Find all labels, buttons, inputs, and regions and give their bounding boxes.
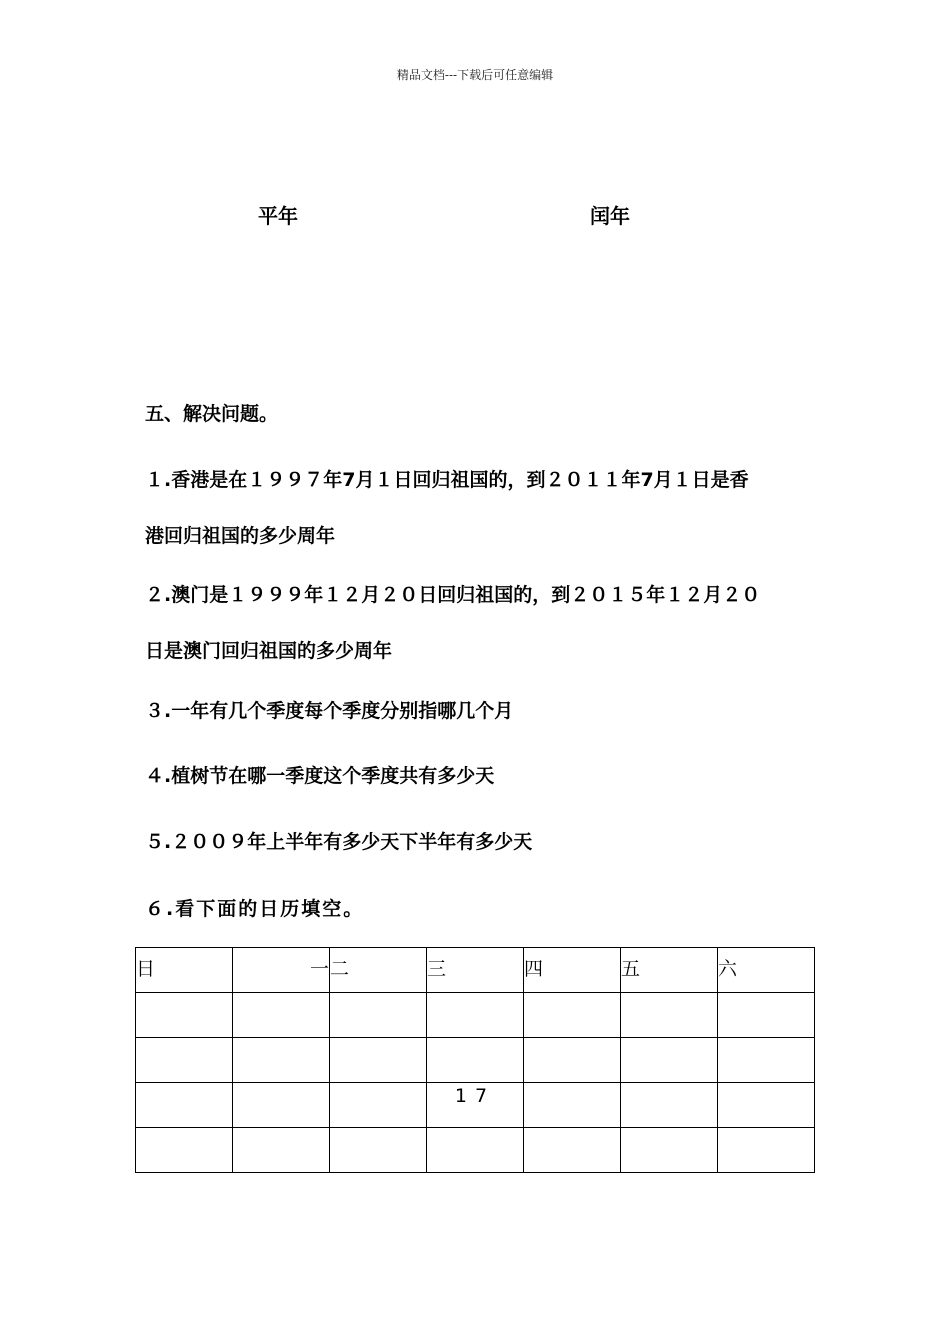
calendar-day-cell: [718, 1083, 815, 1128]
weekday-header-sat: 六: [718, 948, 815, 993]
calendar-day-cell: [621, 1083, 718, 1128]
calendar-table: [135, 947, 815, 1173]
question-6-line-1: ６.看下面的日历填空。: [145, 898, 365, 920]
question-2-line-1: ２.澳门是１９９９年１２月２０日回归祖国的，到２０１５年１２月２０: [145, 584, 761, 606]
calendar-day-cell: [524, 993, 621, 1038]
section-heading: 五、解决问题。: [145, 403, 279, 425]
question-3: [145, 697, 885, 725]
calendar-day-cell: [136, 1083, 233, 1128]
question-3-line-1: ３.一年有几个季度每个季度分别指哪几个月: [145, 700, 514, 722]
question-5: [145, 828, 885, 856]
calendar-day-cell: [233, 1038, 330, 1083]
weekday-header-fri: 五: [621, 948, 718, 993]
weekday-header-mon: 一: [233, 948, 330, 993]
calendar-header-row: [136, 948, 815, 993]
calendar-week-row: [136, 1128, 815, 1173]
calendar-day-cell: [136, 993, 233, 1038]
calendar-week-row: [136, 1038, 815, 1083]
calendar-day-cell: [233, 1083, 330, 1128]
calendar-day-cell: [330, 1038, 427, 1083]
calendar-day-cell: [427, 993, 524, 1038]
calendar-day-cell: [621, 1128, 718, 1173]
calendar-day-cell: [718, 993, 815, 1038]
calendar-day-cell: [427, 1038, 524, 1083]
calendar-day-cell: [330, 1083, 427, 1128]
common-year-label: 平年: [258, 204, 298, 228]
calendar-day-cell: [524, 1038, 621, 1083]
calendar-day-cell: [136, 1128, 233, 1173]
calendar-day-cell: [330, 1128, 427, 1173]
calendar-day-cell: [427, 1128, 524, 1173]
calendar-day-cell: [233, 993, 330, 1038]
weekday-header-thu: 四: [524, 948, 621, 993]
calendar-day-cell-17: 17: [427, 1083, 524, 1128]
question-6: [145, 895, 885, 923]
question-2: [145, 581, 885, 693]
question-4: [145, 762, 885, 790]
question-5-line-1: ５.２００９年上半年有多少天下半年有多少天: [145, 831, 533, 853]
calendar-day-cell: [524, 1128, 621, 1173]
header-note: 精品文档---下载后可任意编辑: [396, 68, 554, 82]
calendar-day-cell: [621, 993, 718, 1038]
calendar-day-cell: [718, 1038, 815, 1083]
weekday-header-wed: 三: [427, 948, 524, 993]
question-1-line-2: 港回归祖国的多少周年: [145, 525, 336, 547]
calendar-week-row: [136, 993, 815, 1038]
question-1: [145, 466, 885, 578]
calendar-day-cell: [524, 1083, 621, 1128]
calendar-day-cell: [233, 1128, 330, 1173]
calendar-day-cell: [136, 1038, 233, 1083]
question-2-line-2: 日是澳门回归祖国的多少周年: [145, 640, 393, 662]
leap-year-label: 闰年: [590, 204, 630, 228]
calendar-week-row: [136, 1083, 815, 1128]
calendar-day-cell: [621, 1038, 718, 1083]
calendar-day-cell: [718, 1128, 815, 1173]
calendar-day-cell: [330, 993, 427, 1038]
weekday-header-sun: 日: [136, 948, 233, 993]
weekday-header-tue: 二: [330, 948, 427, 993]
question-4-line-1: ４.植树节在哪一季度这个季度共有多少天: [145, 765, 495, 787]
question-1-line-1: １.香港是在１９９７年7月１日回归祖国的，到２０１１年7月１日是香: [145, 469, 749, 491]
